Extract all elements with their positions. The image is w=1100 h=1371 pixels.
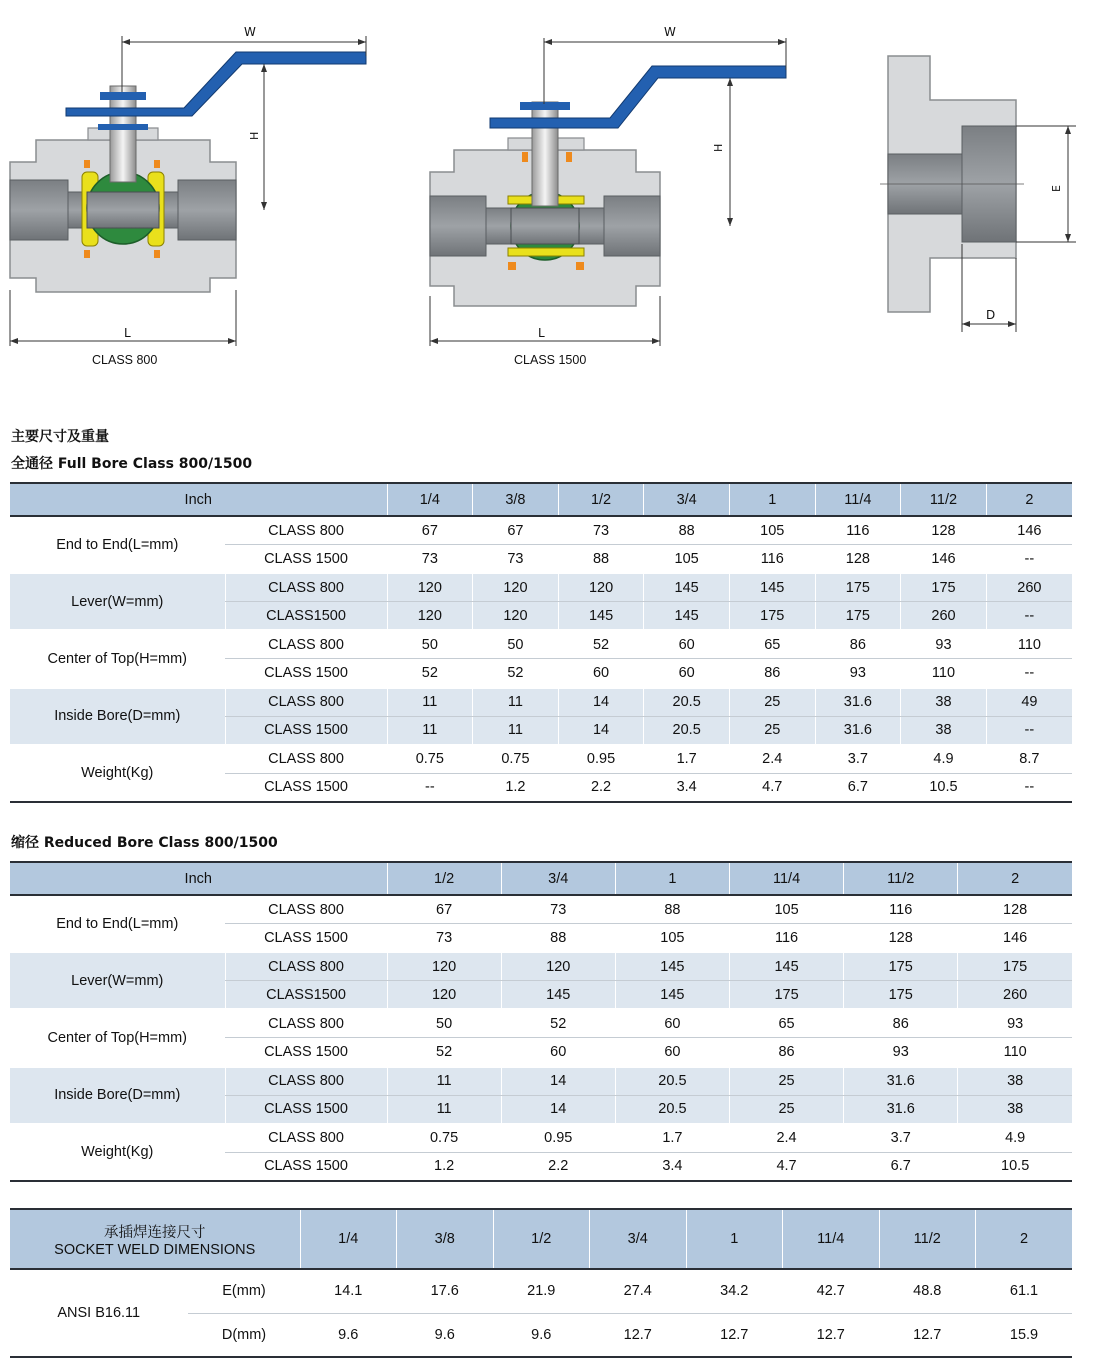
data-cell: 20.5 (644, 716, 730, 745)
data-cell: 146 (901, 545, 987, 574)
data-cell: 38 (901, 688, 987, 717)
full-bore-header-row (10, 483, 1072, 516)
socket-col-header: 1 (686, 1209, 783, 1269)
data-cell: 0.75 (387, 1124, 501, 1153)
class-label: CLASS 800 (225, 895, 387, 924)
data-cell: 93 (815, 659, 901, 688)
full-col-header: 3/4 (644, 483, 730, 516)
main-title: 主要尺寸及重量 (11, 429, 109, 445)
data-cell: 6.7 (815, 773, 901, 802)
class1500-valve-drawing (430, 38, 786, 346)
socket-col-header: 1/2 (493, 1209, 590, 1269)
data-cell: 120 (558, 573, 644, 602)
data-cell: 52 (558, 630, 644, 659)
data-cell: 25 (729, 1095, 843, 1124)
class-label: CLASS 800 (225, 573, 387, 602)
data-cell: 128 (958, 895, 1072, 924)
data-cell: 12.7 (783, 1313, 880, 1357)
data-cell: 86 (844, 1009, 958, 1038)
data-cell: 86 (729, 1038, 843, 1067)
data-cell: 145 (558, 602, 644, 631)
data-cell: 38 (958, 1067, 1072, 1096)
data-cell: 1.7 (644, 745, 730, 774)
reduced-header-inch: Inch (10, 862, 387, 895)
data-cell: 120 (387, 602, 473, 631)
class800-valve-drawing (10, 36, 366, 346)
data-cell: 116 (729, 924, 843, 953)
class-label: CLASS 800 (225, 1067, 387, 1096)
reduced-bore-table (10, 861, 1072, 1182)
table-row (10, 1124, 1072, 1153)
data-cell: 145 (615, 952, 729, 981)
table-row (10, 688, 1072, 717)
row-group-label: Weight(Kg) (10, 1124, 225, 1181)
data-cell: 120 (501, 952, 615, 981)
data-cell: -- (387, 773, 473, 802)
data-cell: 9.6 (397, 1313, 494, 1357)
data-cell: 116 (729, 545, 815, 574)
data-cell: 260 (958, 981, 1072, 1010)
data-cell: 175 (729, 602, 815, 631)
full-bore-table (10, 482, 1072, 803)
reduced-col-header: 3/4 (501, 862, 615, 895)
class-label: CLASS 800 (225, 952, 387, 981)
data-cell: 3.4 (615, 1152, 729, 1181)
class-label: CLASS 1500 (225, 1095, 387, 1124)
data-cell: 31.6 (844, 1067, 958, 1096)
full-header-inch: Inch (10, 483, 387, 516)
data-cell: 4.7 (729, 1152, 843, 1181)
data-cell: 0.95 (558, 745, 644, 774)
data-cell: 3.7 (844, 1124, 958, 1153)
data-cell: 14 (501, 1095, 615, 1124)
class-label: CLASS 800 (225, 630, 387, 659)
data-cell: 110 (958, 1038, 1072, 1067)
ansi-standard-label: ANSI B16.11 (10, 1269, 188, 1357)
table-row (10, 630, 1072, 659)
class-label: CLASS 800 (225, 745, 387, 774)
reduced-bore-title: 缩径 Reduced Bore Class 800/1500 (11, 835, 278, 851)
reduced-bore-header-row (10, 862, 1072, 895)
dimension-label: E(mm) (188, 1269, 300, 1313)
data-cell: 12.7 (590, 1313, 687, 1357)
data-cell: 145 (501, 981, 615, 1010)
data-cell: 1.7 (615, 1124, 729, 1153)
data-cell: 60 (615, 1038, 729, 1067)
reduced-col-header: 2 (958, 862, 1072, 895)
data-cell: 27.4 (590, 1269, 687, 1313)
data-cell: 120 (387, 981, 501, 1010)
data-cell: -- (986, 602, 1072, 631)
socket-col-header: 11/2 (879, 1209, 976, 1269)
socket-col-header: 2 (976, 1209, 1073, 1269)
table-row (10, 952, 1072, 981)
data-cell: -- (986, 716, 1072, 745)
class-label: CLASS 1500 (225, 924, 387, 953)
data-cell: 20.5 (615, 1067, 729, 1096)
data-cell: 175 (844, 952, 958, 981)
data-cell: 1.2 (387, 1152, 501, 1181)
data-cell: 88 (615, 895, 729, 924)
row-group-label: Center of Top(H=mm) (10, 630, 225, 687)
class-label: CLASS 1500 (225, 773, 387, 802)
data-cell: 145 (729, 573, 815, 602)
data-cell: 1.2 (473, 773, 559, 802)
data-cell: 128 (815, 545, 901, 574)
data-cell: 4.9 (901, 745, 987, 774)
data-cell: 175 (958, 952, 1072, 981)
data-cell: 52 (387, 659, 473, 688)
data-cell: 25 (729, 688, 815, 717)
data-cell: 14 (558, 688, 644, 717)
dimension-label: D(mm) (188, 1313, 300, 1357)
class-label: CLASS 1500 (225, 659, 387, 688)
data-cell: 65 (729, 630, 815, 659)
full-col-header: 11/2 (901, 483, 987, 516)
data-cell: 175 (844, 981, 958, 1010)
data-cell: 60 (501, 1038, 615, 1067)
data-cell: 52 (473, 659, 559, 688)
data-cell: 11 (387, 1067, 501, 1096)
class-label: CLASS 800 (225, 688, 387, 717)
data-cell: 11 (387, 716, 473, 745)
table-row (10, 573, 1072, 602)
data-cell: 25 (729, 1067, 843, 1096)
socket-dim-d: D (986, 308, 996, 322)
table-row (10, 1269, 1072, 1313)
data-cell: 52 (387, 1038, 501, 1067)
data-cell: 11 (387, 1095, 501, 1124)
data-cell: 65 (729, 1009, 843, 1038)
table-row (10, 1067, 1072, 1096)
row-group-label: End to End(L=mm) (10, 516, 225, 573)
class800-dim-w: W (244, 25, 256, 39)
data-cell: 86 (729, 659, 815, 688)
full-col-header: 1/4 (387, 483, 473, 516)
class-label: CLASS 800 (225, 1124, 387, 1153)
class-label: CLASS 1500 (225, 1152, 387, 1181)
data-cell: 260 (901, 602, 987, 631)
class-label: CLASS 1500 (225, 1038, 387, 1067)
data-cell: 128 (901, 516, 987, 545)
data-cell: 67 (473, 516, 559, 545)
row-group-label: Weight(Kg) (10, 745, 225, 802)
data-cell: 88 (558, 545, 644, 574)
data-cell: 88 (501, 924, 615, 953)
data-cell: 86 (815, 630, 901, 659)
table-row (10, 1009, 1072, 1038)
data-cell: 120 (387, 952, 501, 981)
data-cell: 14.1 (300, 1269, 397, 1313)
row-group-label: End to End(L=mm) (10, 895, 225, 952)
data-cell: 38 (901, 716, 987, 745)
data-cell: 2.4 (729, 1124, 843, 1153)
class800-caption: CLASS 800 (92, 353, 158, 367)
data-cell: 34.2 (686, 1269, 783, 1313)
data-cell: 60 (644, 659, 730, 688)
class-label: CLASS 1500 (225, 716, 387, 745)
class1500-dim-l: L (538, 326, 545, 340)
row-group-label: Inside Bore(D=mm) (10, 688, 225, 745)
data-cell: 11 (387, 688, 473, 717)
data-cell: 50 (387, 1009, 501, 1038)
socket-col-header: 3/8 (397, 1209, 494, 1269)
data-cell: 12.7 (879, 1313, 976, 1357)
data-cell: 50 (387, 630, 473, 659)
data-cell: 110 (901, 659, 987, 688)
data-cell: 38 (958, 1095, 1072, 1124)
data-cell: 31.6 (844, 1095, 958, 1124)
data-cell: 20.5 (644, 688, 730, 717)
class-label: CLASS1500 (225, 602, 387, 631)
data-cell: 48.8 (879, 1269, 976, 1313)
data-cell: 260 (986, 573, 1072, 602)
data-cell: 15.9 (976, 1313, 1073, 1357)
data-cell: 73 (473, 545, 559, 574)
data-cell: -- (986, 773, 1072, 802)
reduced-col-header: 11/2 (844, 862, 958, 895)
data-cell: 73 (501, 895, 615, 924)
row-group-label: Lever(W=mm) (10, 573, 225, 630)
class-label: CLASS 800 (225, 1009, 387, 1038)
data-cell: 105 (644, 545, 730, 574)
data-cell: 60 (615, 1009, 729, 1038)
data-cell: 52 (501, 1009, 615, 1038)
data-cell: 8.7 (986, 745, 1072, 774)
data-cell: 50 (473, 630, 559, 659)
data-cell: 61.1 (976, 1269, 1073, 1313)
data-cell: 93 (844, 1038, 958, 1067)
data-cell: 105 (615, 924, 729, 953)
data-cell: 20.5 (615, 1095, 729, 1124)
data-cell: 93 (901, 630, 987, 659)
data-cell: 145 (644, 602, 730, 631)
data-cell: 2.4 (729, 745, 815, 774)
data-cell: 0.75 (387, 745, 473, 774)
socket-weld-header-label (10, 1209, 300, 1269)
data-cell: 120 (473, 573, 559, 602)
class1500-dim-h: H (712, 143, 725, 152)
data-cell: -- (986, 545, 1072, 574)
data-cell: 6.7 (844, 1152, 958, 1181)
data-cell: 110 (986, 630, 1072, 659)
data-cell: 116 (815, 516, 901, 545)
socket-col-header: 1/4 (300, 1209, 397, 1269)
row-group-label: Center of Top(H=mm) (10, 1009, 225, 1066)
full-col-header: 1/2 (558, 483, 644, 516)
data-cell: 10.5 (958, 1152, 1072, 1181)
table-row (10, 745, 1072, 774)
table-row (10, 516, 1072, 545)
full-col-header: 1 (729, 483, 815, 516)
data-cell: 128 (844, 924, 958, 953)
data-cell: 21.9 (493, 1269, 590, 1313)
data-cell: 17.6 (397, 1269, 494, 1313)
data-cell: 9.6 (300, 1313, 397, 1357)
data-cell: 11 (473, 688, 559, 717)
socket-col-header: 11/4 (783, 1209, 880, 1269)
data-cell: 60 (644, 630, 730, 659)
data-cell: 116 (844, 895, 958, 924)
class1500-dim-w: W (664, 25, 676, 39)
valve-drawings (0, 0, 1100, 380)
data-cell: 4.7 (729, 773, 815, 802)
data-cell: 175 (901, 573, 987, 602)
data-cell: 120 (387, 573, 473, 602)
row-group-label: Inside Bore(D=mm) (10, 1067, 225, 1124)
socket-weld-detail-drawing (880, 56, 1076, 332)
full-col-header: 11/4 (815, 483, 901, 516)
class-label: CLASS1500 (225, 981, 387, 1010)
data-cell: 10.5 (901, 773, 987, 802)
data-cell: 0.95 (501, 1124, 615, 1153)
socket-weld-header-en: SOCKET WELD DIMENSIONS (54, 1241, 256, 1258)
data-cell: 73 (387, 545, 473, 574)
reduced-col-header: 1 (615, 862, 729, 895)
full-col-header: 2 (986, 483, 1072, 516)
data-cell: 67 (387, 516, 473, 545)
data-cell: 175 (815, 602, 901, 631)
data-cell: 9.6 (493, 1313, 590, 1357)
data-cell: 60 (558, 659, 644, 688)
data-cell: 73 (558, 516, 644, 545)
data-cell: 67 (387, 895, 501, 924)
data-cell: 2.2 (501, 1152, 615, 1181)
data-cell: 120 (473, 602, 559, 631)
data-cell: 31.6 (815, 716, 901, 745)
data-cell: 42.7 (783, 1269, 880, 1313)
data-cell: 14 (501, 1067, 615, 1096)
socket-weld-header-cn: 承插焊连接尺寸 (104, 1224, 206, 1241)
data-cell: 105 (729, 895, 843, 924)
class800-dim-l: L (124, 326, 131, 340)
socket-weld-header-row (10, 1209, 1072, 1269)
data-cell: 49 (986, 688, 1072, 717)
data-cell: 0.75 (473, 745, 559, 774)
socket-col-header: 3/4 (590, 1209, 687, 1269)
socket-weld-table (10, 1208, 1072, 1358)
data-cell: -- (986, 659, 1072, 688)
data-cell: 175 (729, 981, 843, 1010)
data-cell: 12.7 (686, 1313, 783, 1357)
data-cell: 145 (615, 981, 729, 1010)
table-row (10, 895, 1072, 924)
data-cell: 2.2 (558, 773, 644, 802)
data-cell: 105 (729, 516, 815, 545)
class-label: CLASS 800 (225, 516, 387, 545)
data-cell: 73 (387, 924, 501, 953)
data-cell: 11 (473, 716, 559, 745)
data-cell: 146 (958, 924, 1072, 953)
reduced-col-header: 1/2 (387, 862, 501, 895)
row-group-label: Lever(W=mm) (10, 952, 225, 1009)
reduced-col-header: 11/4 (729, 862, 843, 895)
data-cell: 25 (729, 716, 815, 745)
data-cell: 145 (729, 952, 843, 981)
class800-dim-h: H (248, 131, 261, 140)
data-cell: 88 (644, 516, 730, 545)
data-cell: 31.6 (815, 688, 901, 717)
full-col-header: 3/8 (473, 483, 559, 516)
class-label: CLASS 1500 (225, 545, 387, 574)
data-cell: 146 (986, 516, 1072, 545)
socket-dim-e: E (1050, 185, 1063, 192)
data-cell: 93 (958, 1009, 1072, 1038)
data-cell: 4.9 (958, 1124, 1072, 1153)
data-cell: 14 (558, 716, 644, 745)
data-cell: 175 (815, 573, 901, 602)
data-cell: 3.7 (815, 745, 901, 774)
data-cell: 3.4 (644, 773, 730, 802)
data-cell: 145 (644, 573, 730, 602)
full-bore-title: 全通径 Full Bore Class 800/1500 (11, 456, 253, 472)
class1500-caption: CLASS 1500 (514, 353, 587, 367)
